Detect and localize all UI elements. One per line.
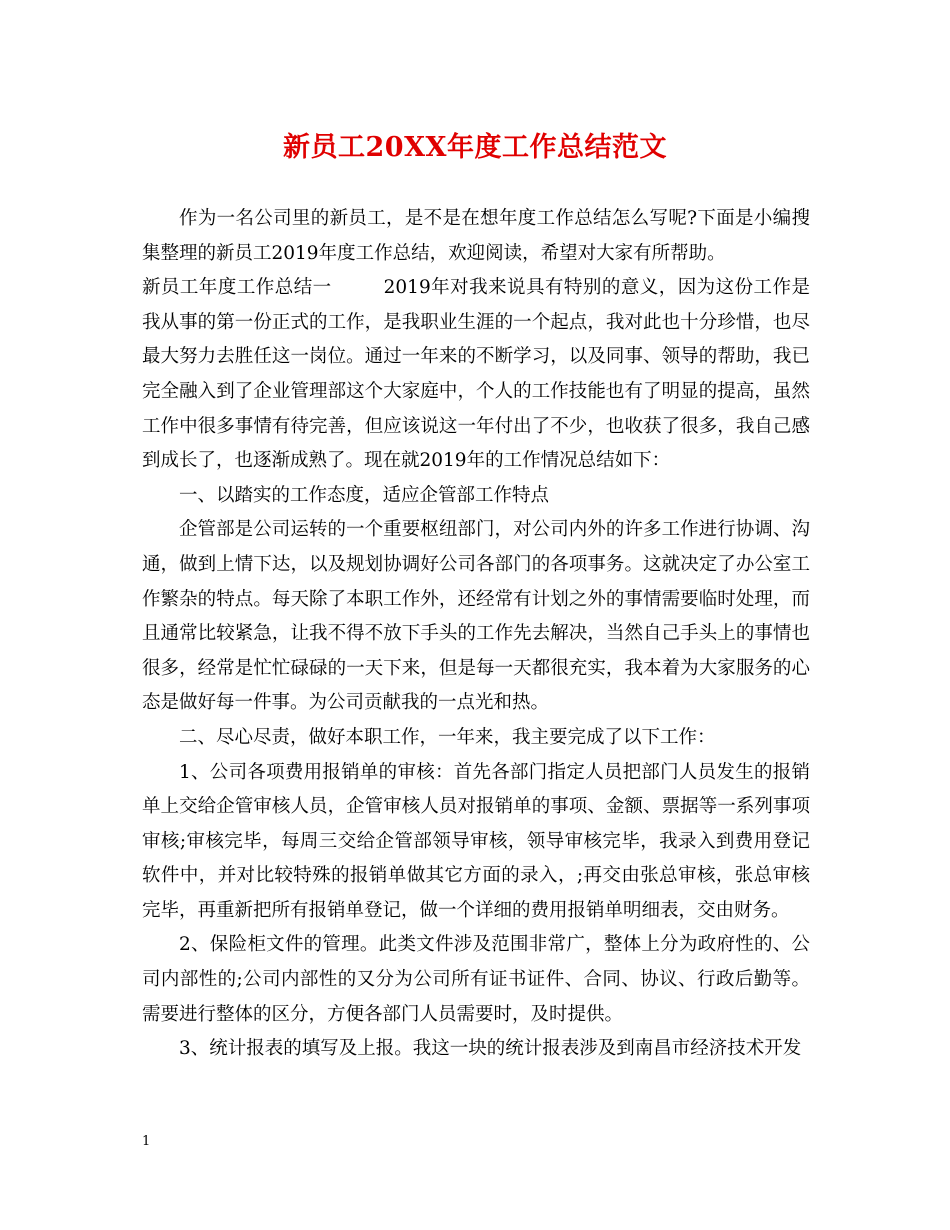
section-heading-1: 一、以踏实的工作态度，适应企管部工作特点 <box>179 484 550 506</box>
document-body <box>142 202 810 1067</box>
section-body-1: 企管部是公司运转的一个重要枢纽部门，对公司内外的许多工作进行协调、沟通，做到上情下达，以及规划协调好公司各部门的各项事务。这就决定了办公室工作繁杂的特点。每天除了本职工作外，还经常有计划之外的事情需要临时处理，而且通常比较紧急，让我不得不放下手头的工作先去解决，当然自己手头上的事情也很多，经常是忙忙碌碌的一天下来，但是每一天都很充实，我本着为大家服务的心态是做好每一件事。为公司贡献我的一点光和热。 <box>142 519 810 714</box>
summary-opening: 2019年对我来说具有特别的意义，因为这份工作是我从事的第一份正式的工作，是我职业生涯的一个起点，我对此也十分珍惜，也尽最大努力去胜任这一岗位。通过一年来的不断学习，以及同事、领导的帮助，我已完全融入到了企业管理部这个大家庭中，个人的工作技能也有了明显的提高，虽然工作中很多事情有待完善，但应该说这一年付出了不少，也收获了很多，我自己感到成长了，也逐渐成熟了。现在就2019年的工作情况总结如下： <box>142 277 810 472</box>
summary-heading: 新员工年度工作总结一 <box>142 277 332 299</box>
page-number: 1 <box>142 1134 151 1149</box>
work-item-3: 3、统计报表的填写及上报。我这一块的统计报表涉及到南昌市经济技术开发 <box>179 1038 802 1060</box>
document-title: 新员工20XX年度工作总结范文 <box>283 132 667 163</box>
work-item-2: 2、保险柜文件的管理。此类文件涉及范围非常广，整体上分为政府性的、公司内部性的;公司内部性的又分为公司所有证书证件、合同、协议、行政后勤等。需要进行整体的区分，方便各部门人员需要时，及时提供。 <box>142 934 810 1025</box>
intro-paragraph: 作为一名公司里的新员工，是不是在想年度工作总结怎么写呢?下面是小编搜集整理的新员工2019年度工作总结，欢迎阅读，希望对大家有所帮助。 <box>142 208 810 264</box>
work-item-1: 1、公司各项费用报销单的审核：首先各部门指定人员把部门人员发生的报销单上交给企管审核人员，企管审核人员对报销单的事项、金额、票据等一系列事项审核;审核完毕，每周三交给企管部领导审核，领导审核完毕，我录入到费用登记软件中，并对比较特殊的报销单做其它方面的录入，;再交由张总审核，张总审核完毕，再重新把所有报销单登记，做一个详细的费用报销单明细表，交由财务。 <box>142 761 810 921</box>
section-heading-2: 二、尽心尽责，做好本职工作，一年来，我主要完成了以下工作： <box>179 726 716 748</box>
summary-paragraph <box>142 271 810 479</box>
